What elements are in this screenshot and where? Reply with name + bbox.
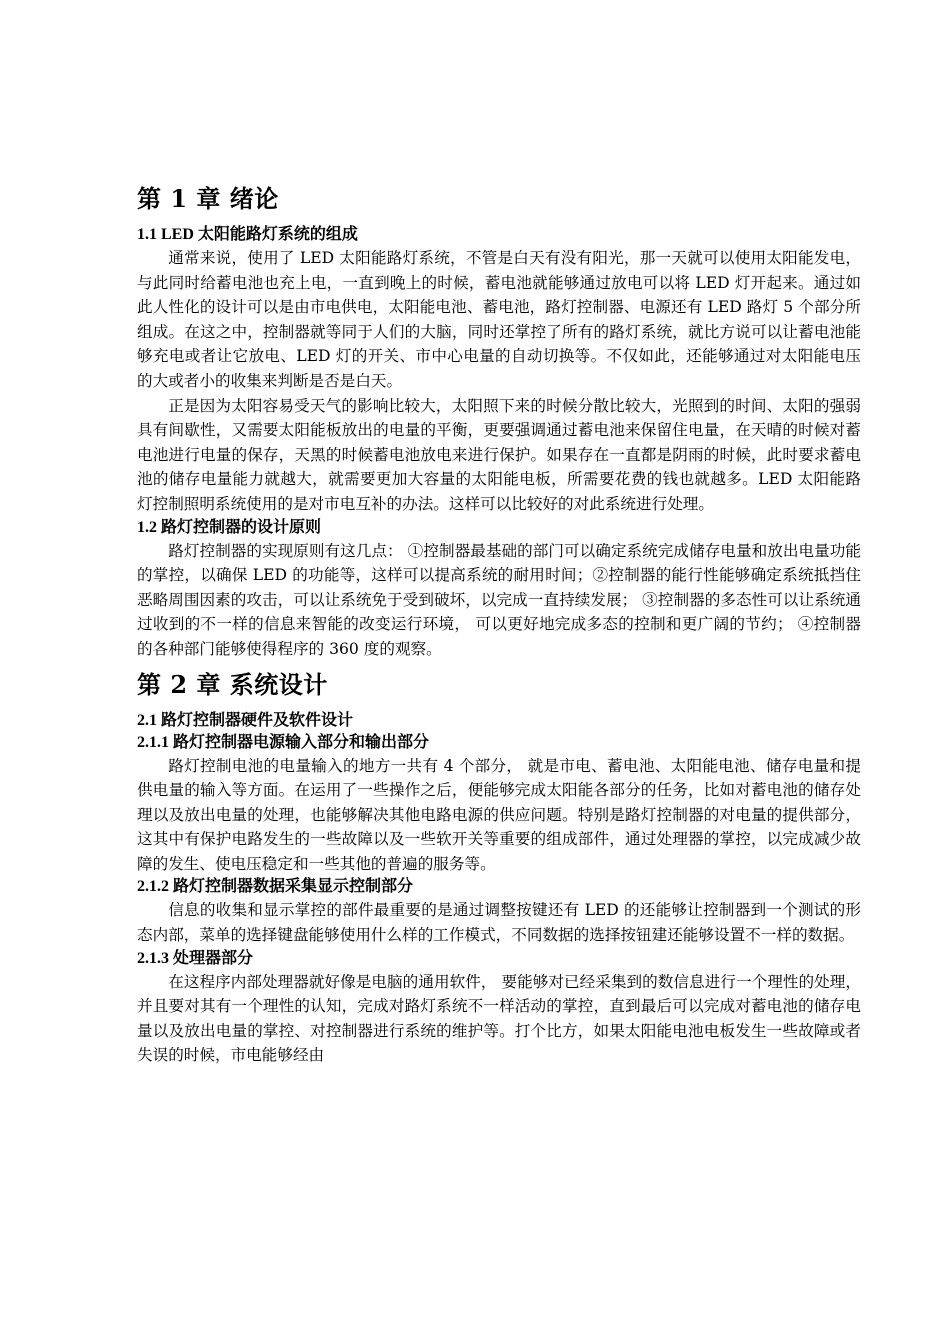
section-1-1-heading: 1.1 LED 太阳能路灯系统的组成 bbox=[137, 226, 358, 243]
document-body bbox=[137, 182, 861, 1068]
section-2-1-heading: 2.1 路灯控制器硬件及软件设计 bbox=[137, 711, 354, 729]
section-2-1-3-paragraph-1: 在这程序内部处理器就好像是电脑的通用软件， 要能够对已经采集到的数信息进行一个理性的处理，并且要对其有一个理性的认知，完成对路灯系统不一样活动的掌控，直到最后可以完成对蓄电池的储存电量以及放出电量的掌控、对控制器进行系统的维护等。打个比方，如果太阳能电池电板发生一些故障或者失误的时候，市电能够经由 bbox=[137, 972, 861, 1065]
section-1-1-paragraph-1: 通常来说，使用了 LED 太阳能路灯系统，不管是白天有没有阳光，那一天就可以使用太阳能发电，与此同时给蓄电池也充上电，一直到晚上的时候，蓄电池就能够通过放电可以将 LED 灯开起来。通过如此人性化的设计可以是由市电供电，太阳能电池、蓄电池，路灯控制器、电源还有 LED 路灯 5 个部分所组成。在这之中，控制器就等同于人们的大脑，同时还掌控了所有的路灯系统，就比方说可以让蓄电池能够充电或者让它放电、LED 灯的开关、市中心电量的自动切换等。不仅如此，还能够通过对太阳能电压的大或者小的收集来判断是否是白天。 bbox=[137, 249, 861, 390]
chapter-2-title: 第 2 章 系统设计 bbox=[137, 669, 328, 699]
section-1-2-paragraph-1: 路灯控制器的实现原则有这几点： ①控制器最基础的部门可以确定系统完成储存电量和放出电量功能的掌控，以确保 LED 的功能等，这样可以提高系统的耐用时间；②控制器的能行性能够确定系统抵挡住恶略周围因素的攻击，可以让系统免于受到破坏，以完成一直持续发展； ③控制器的多态性可以让系统通过收到的不一样的信息来智能的改变运行环境， 可以更好地完成多态的控制和更广阔的节约； ④控制器的各种部门能够使得程序的 360 度的观察。 bbox=[137, 541, 861, 658]
section-1-1-paragraph-2: 正是因为太阳容易受天气的影响比较大，太阳照下来的时候分散比较大，光照到的时间、太阳的强弱具有间歇性，又需要太阳能板放出的电量的平衡，更要强调通过蓄电池来保留住电量，在天晴的时候对蓄电池进行电量的保存，天黑的时候蓄电池放电来进行保护。如果存在一直都是阴雨的时候，此时要求蓄电池的储存电量能力就越大，就需要更加大容量的太阳能电板，所需要花费的钱也就越多。LED 太阳能路灯控制照明系统使用的是对市电互补的办法。这样可以比较好的对此系统进行处理。 bbox=[137, 396, 861, 513]
section-2-1-1-paragraph-1: 路灯控制电池的电量输入的地方一共有 4 个部分， 就是市电、蓄电池、太阳能电池、储存电量和提供电量的输入等方面。在运用了一些操作之后，便能够完成太阳能各部分的任务，比如对蓄电池的储存处理以及放出电量的处理，也能够解决其他电路电源的供应问题。特别是路灯控制器的对电量的提供部分，这其中有保护电路发生的一些故障以及一些软开关等重要的组成部件，通过处理器的掌控，以完成减少故障的发生、使电压稳定和一些其他的普遍的服务等。 bbox=[137, 756, 861, 873]
chapter-1-title: 第 1 章 绪论 bbox=[137, 184, 279, 213]
section-2-1-2-paragraph-1: 信息的收集和显示掌控的部件最重要的是通过调整按键还有 LED 的还能够让控制器到一个测试的形态内部，菜单的选择键盘能够使用什么样的工作模式，不同数据的选择按钮建还能够设置不一样的数据。 bbox=[137, 901, 861, 945]
section-1-2-heading: 1.2 路灯控制器的设计原则 bbox=[137, 518, 322, 536]
section-2-1-1-heading: 2.1.1 路灯控制器电源输入部分和输出部分 bbox=[137, 733, 430, 751]
section-2-1-3-heading: 2.1.3 处理器部分 bbox=[137, 949, 254, 967]
section-2-1-2-heading: 2.1.2 路灯控制器数据采集显示控制部分 bbox=[137, 878, 414, 896]
